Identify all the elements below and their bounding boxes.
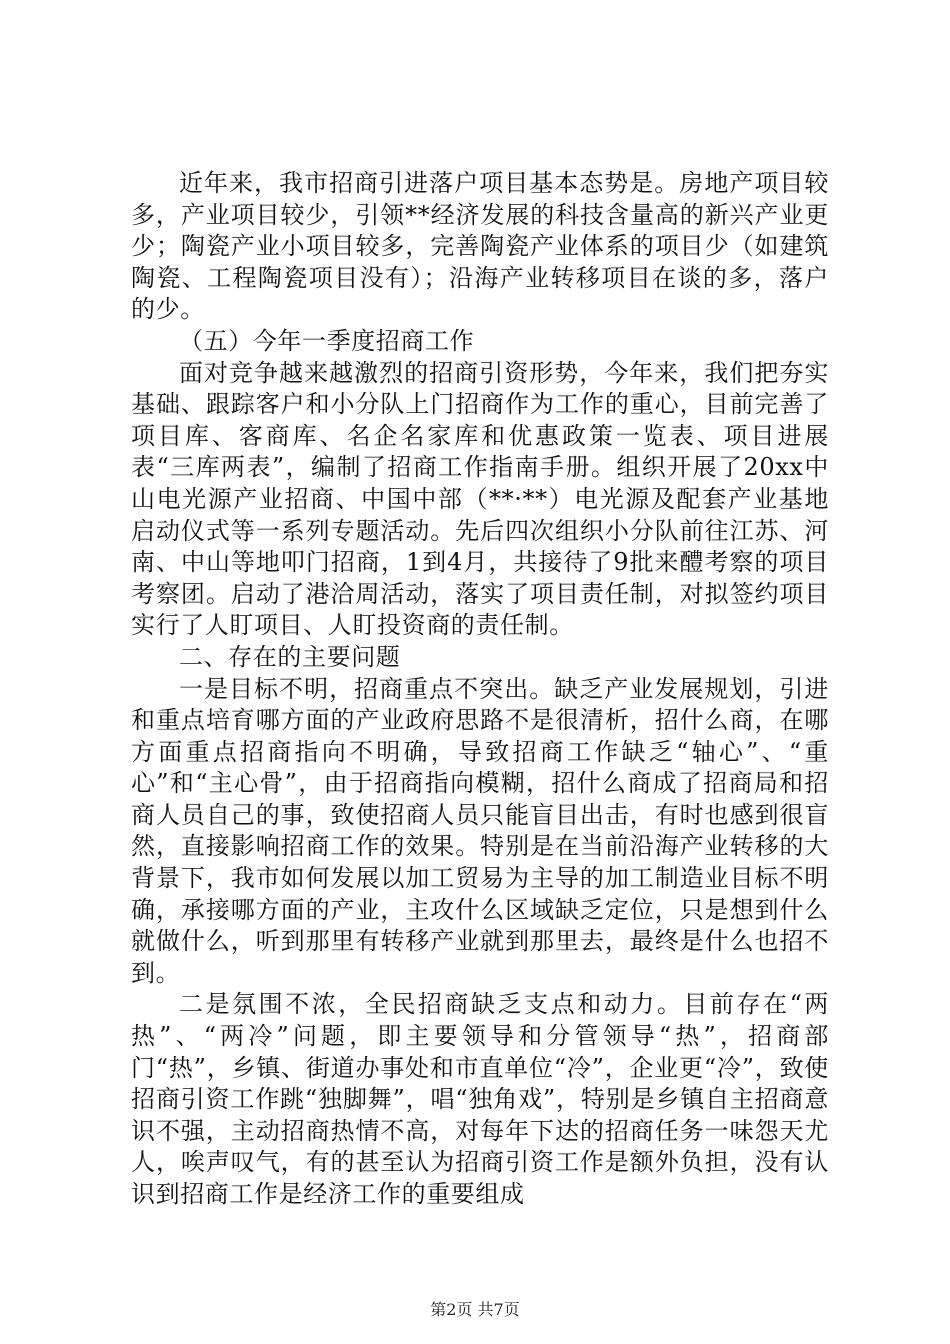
page-number-footer: 第2页 共7页 xyxy=(430,1300,520,1319)
paragraph-project-status: 近年来，我市招商引进落户项目基本态势是。房地产项目较多，产业项目较少，引领**经济发展的科技含量高的新兴产业更少；陶瓷产业小项目较多，完善陶瓷产业体系的项目少（如建筑陶瓷、工程陶瓷项目没有）；沿海产业转移项目在谈的多，落户的少。 xyxy=(131,169,829,324)
document-body xyxy=(131,168,829,1211)
section-heading-q1-work: （五）今年一季度招商工作 xyxy=(179,326,475,355)
section-heading-main-problems: 二、存在的主要问题 xyxy=(179,642,401,671)
paragraph-problem-two: 二是氛围不浓，全民招商缺乏支点和动力。目前存在“两热”、“两冷”问题，即主要领导和分管领导“热”，招商部门“热”，乡镇、街道办事处和市直单位“冷”，企业更“冷”，致使招商引资工作跳“独脚舞”，唱“独角戏”，特别是乡镇自主招商意识不强，主动招商热情不高，对每年下达的招商任务一味怨天尤人，唉声叹气，有的甚至认为招商引资工作是额外负担，没有认识到招商工作是经济工作的重要组成 xyxy=(131,990,829,1208)
paragraph-q1-work: 面对竞争越来越激烈的招商引资形势，今年来，我们把夯实基础、跟踪客户和小分队上门招商作为工作的重心，目前完善了项目库、客商库、名企名家库和优惠政策一览表、项目进展表“三库两表”，编制了招商工作指南手册。组织开展了20xx中山电光源产业招商、中国中部（**·**）电光源及配套产业基地启动仪式等一系列专题活动。先后四次组织小分队前往江苏、河南、中山等地叩门招商，1到4月，共接待了9批来醴考察的项目考察团。启动了港洽周活动，落实了项目责任制，对拟签约项目实行了人盯项目、人盯投资商的责任制。 xyxy=(131,358,829,640)
paragraph-problem-one: 一是目标不明，招商重点不突出。缺乏产业发展规划，引进和重点培育哪方面的产业政府思路不是很清析，招什么商，在哪方面重点招商指向不明确，导致招商工作缺乏“轴心”、“重心”和“主心骨”，由于招商指向模糊，招什么商成了招商局和招商人员自己的事，致使招商人员只能盲目出击，有时也感到很盲然，直接影响招商工作的效果。特别是在当前沿海产业转移的大背景下，我市如何发展以加工贸易为主导的加工制造业目标不明确，承接哪方面的产业，主攻什么区域缺乏定位，只是想到什么就做什么，听到那里有转移产业就到那里去，最终是什么也招不到。 xyxy=(131,674,829,987)
